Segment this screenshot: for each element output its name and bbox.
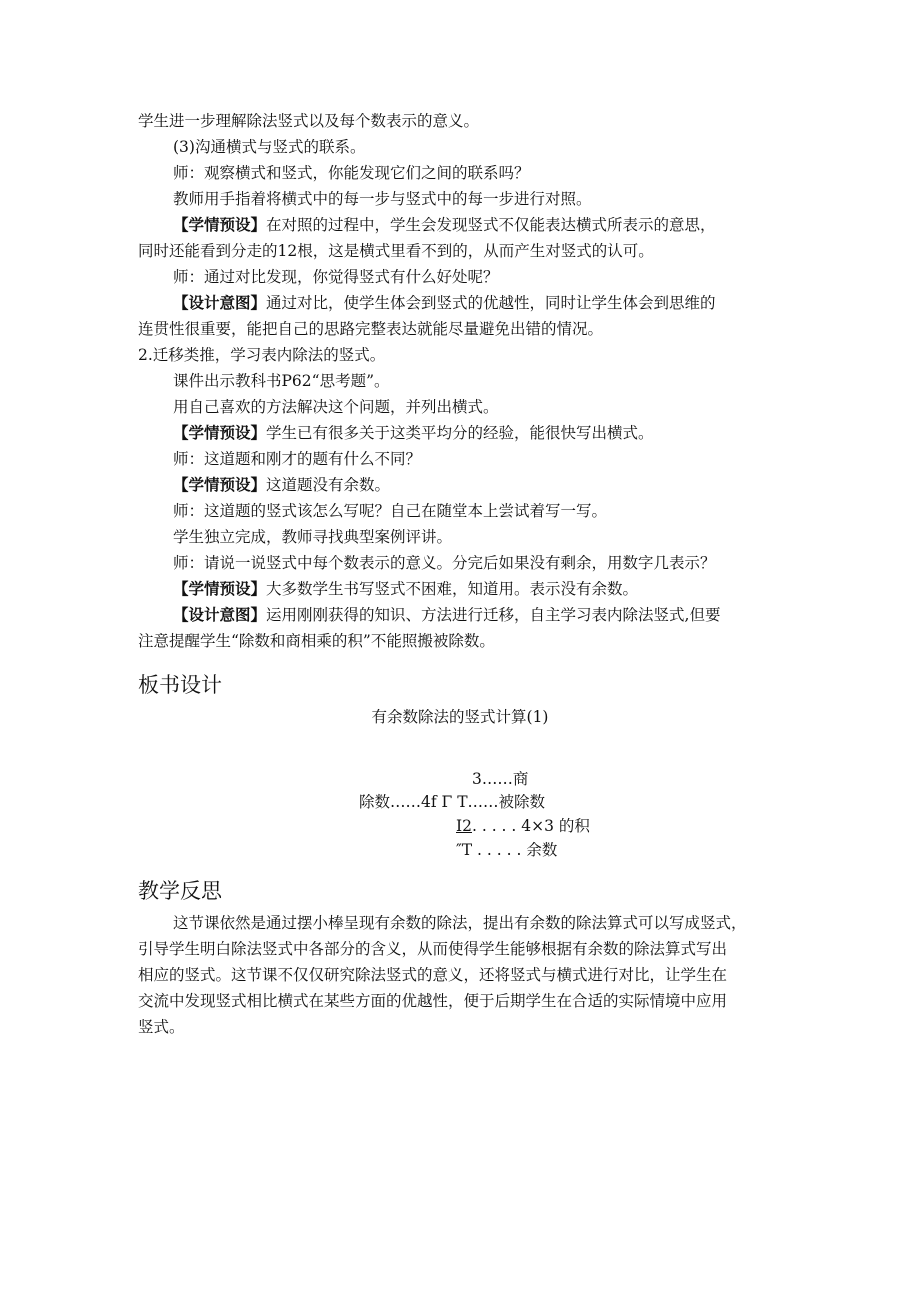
board-design-heading: 板书设计 <box>138 673 222 697</box>
student-prediction-1-cont: 同时还能看到分走的12根，这是横式里看不到的，从而产生对竖式的认可。 <box>138 242 654 260</box>
board-product-number: I2 <box>456 817 472 835</box>
student-prediction-1 <box>0 212 920 238</box>
reflection-line-2: 引导学生明白除法竖式中各部分的含义，从而使得学生能够根据有余数的除法算式写出 <box>138 940 728 958</box>
reflection-line-4: 交流中发现竖式相比横式在某些方面的优越性，便于后期学生在合适的实际情境中应用 <box>138 992 728 1010</box>
prediction-text: 这道题没有余数。 <box>266 476 391 494</box>
prediction-label: 【学情预设】 <box>173 424 267 442</box>
prediction-label: 【学情预设】 <box>173 476 267 494</box>
board-quotient-row: 3……商 <box>472 770 529 788</box>
teacher-question-2: 师：通过对比发现，你觉得竖式有什么好处呢？ <box>173 268 499 286</box>
subsection-3-heading: (3)沟通横式与竖式的联系。 <box>173 138 366 156</box>
teacher-action-line: 教师用手指着将横式中的每一步与竖式中的每一步进行对照。 <box>173 190 592 208</box>
teacher-question-3: 师：这道题和刚才的题有什么不同？ <box>173 450 422 468</box>
reflection-line-3: 相应的竖式。这节课不仅仅研究除法竖式的意义，还将竖式与横式进行对比，让学生在 <box>138 966 728 984</box>
prediction-label: 【学情预设】 <box>173 580 267 598</box>
student-activity-line: 学生独立完成，教师寻找典型案例评讲。 <box>173 528 453 546</box>
board-product-desc: . . . . . 4×3 的积 <box>471 817 590 835</box>
design-intent-2-cont: 注意提醒学生“除数和商相乘的积”不能照搬被除数。 <box>138 632 495 650</box>
student-prediction-2 <box>0 420 920 446</box>
design-intent-2 <box>0 602 920 628</box>
teacher-question-1: 师：观察横式和竖式，你能发现它们之间的联系吗？ <box>173 164 530 182</box>
design-intent-1 <box>0 290 920 316</box>
teacher-question-4: 师：这道题的竖式该怎么写呢？自己在随堂本上尝试着写一写。 <box>173 502 608 520</box>
prediction-label: 【学情预设】 <box>173 216 267 234</box>
courseware-line: 课件出示教科书P62“思考题”。 <box>173 372 390 390</box>
reflection-line-5: 竖式。 <box>138 1018 185 1036</box>
board-divisor-row: 除数……4f Γ T……被除数 <box>359 793 546 811</box>
intro-line-1: 学生进一步理解除法竖式以及每个数表示的意义。 <box>138 112 480 130</box>
prediction-text: 在对照的过程中，学生会发现竖式不仅能表达横式所表示的意思， <box>266 216 716 234</box>
prediction-text: 学生已有很多关于这类平均分的经验，能很快写出横式。 <box>266 424 654 442</box>
design-intent-label: 【设计意图】 <box>173 606 267 624</box>
prediction-text: 大多数学生书写竖式不困难，知道用。表示没有余数。 <box>266 580 639 598</box>
design-intent-1-cont: 连贯性很重要，能把自己的思路完整表达就能尽量避免出错的情况。 <box>138 320 604 338</box>
design-intent-text: 运用刚刚获得的知识、方法进行迁移，自主学习表内除法竖式,但要 <box>266 606 721 624</box>
reflection-heading: 教学反思 <box>138 879 222 903</box>
board-title: 有余数除法的竖式计算(1) <box>371 708 549 726</box>
design-intent-label: 【设计意图】 <box>173 294 267 312</box>
solve-line: 用自己喜欢的方法解决这个问题，并列出横式。 <box>173 398 499 416</box>
section-2-heading: 2.迁移类推，学习表内除法的竖式。 <box>138 346 386 364</box>
board-product-row <box>456 814 590 838</box>
student-prediction-4 <box>0 576 920 602</box>
reflection-line-1: 这节课依然是通过摆小棒呈现有余数的除法，提出有余数的除法算式可以写成竖式， <box>173 914 747 932</box>
board-remainder-row: ″T . . . . . 余数 <box>456 841 558 859</box>
design-intent-text: 通过对比，使学生体会到竖式的优越性，同时让学生体会到思维的 <box>266 294 716 312</box>
student-prediction-3 <box>0 472 920 498</box>
teacher-question-5: 师：请说一说竖式中每个数表示的意义。分完后如果没有剩余，用数字几表示？ <box>173 554 716 572</box>
